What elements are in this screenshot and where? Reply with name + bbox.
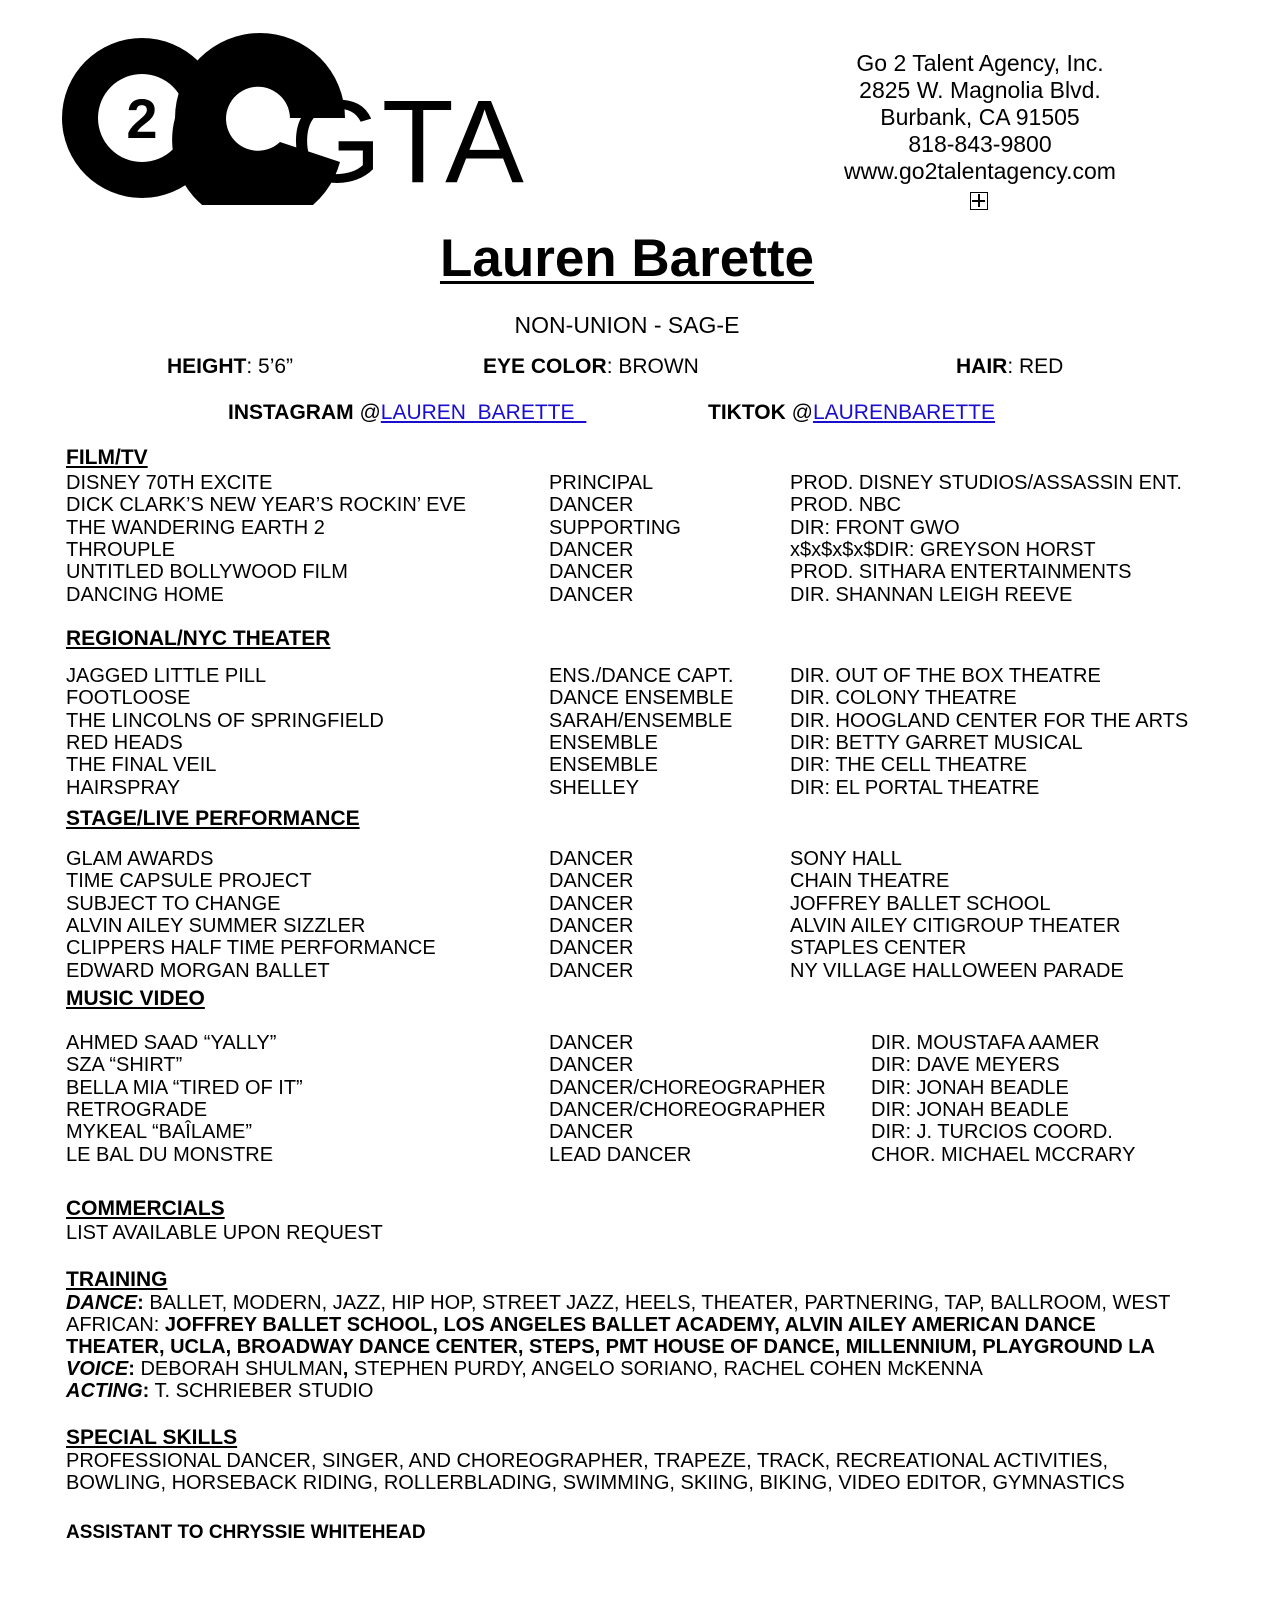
credit-title: THE WANDERING EARTH 2 bbox=[66, 516, 325, 539]
hair-stat: HAIR: RED bbox=[956, 355, 1064, 378]
credit-credit: PROD. NBC bbox=[790, 494, 902, 517]
credit-role: ENSEMBLE bbox=[549, 731, 658, 754]
credit-credit: PROD. SITHARA ENTERTAINMENTS bbox=[790, 561, 1132, 584]
credit-title: DISNEY 70TH EXCITE bbox=[66, 472, 273, 494]
credit-role: DANCER bbox=[549, 1032, 634, 1054]
credit-credit: ALVIN AILEY CITIGROUP THEATER bbox=[790, 914, 1121, 937]
agency-address: 2825 W. Magnolia Blvd. bbox=[859, 77, 1101, 103]
credit-role: DANCER bbox=[549, 937, 634, 960]
credit-title: CLIPPERS HALF TIME PERFORMANCE bbox=[66, 937, 436, 960]
tiktok-line: TIKTOK @LAURENBARETTE bbox=[708, 401, 995, 424]
credit-role: DANCER bbox=[549, 561, 634, 584]
special-skills-text: PROFESSIONAL DANCER, SINGER, AND CHOREOGRAPHER, TRAPEZE, TRACK, RECREATIONAL ACTIVITIES, BOWLING, HORSEBACK RIDING, ROLLERBLADING, SWIMMING, SKIING, BIKING, VIDEO EDITOR, GYMNASTICS bbox=[66, 1450, 1125, 1494]
tiktok-link[interactable]: LAURENBARETTE bbox=[812, 401, 995, 424]
assistant-credit: ASSISTANT TO CHRYSSIE WHITEHEAD bbox=[66, 1522, 426, 1543]
credit-role: DANCER bbox=[549, 914, 634, 937]
credit-title: SZA “SHIRT” bbox=[66, 1054, 183, 1077]
agency-logo bbox=[60, 30, 530, 205]
credit-credit: CHAIN THEATRE bbox=[790, 870, 950, 893]
performer-name: Lauren Barette bbox=[439, 229, 815, 288]
credit-title: HAIRSPRAY bbox=[66, 776, 181, 799]
agency-name: Go 2 Talent Agency, Inc. bbox=[856, 50, 1104, 76]
credit-credit: DIR. OUT OF THE BOX THEATRE bbox=[790, 665, 1101, 687]
credit-title: THROUPLE bbox=[66, 538, 175, 561]
credit-role: SARAH/ENSEMBLE bbox=[549, 709, 733, 732]
credit-title: AHMED SAAD “YALLY” bbox=[66, 1032, 277, 1054]
credit-credit: DIR: J. TURCIOS COORD. bbox=[871, 1121, 1113, 1144]
credit-role: DANCER bbox=[549, 959, 634, 982]
plus-box-icon bbox=[970, 192, 988, 210]
credit-title: THE LINCOLNS OF SPRINGFIELD bbox=[66, 709, 384, 732]
credit-role: SHELLEY bbox=[549, 776, 640, 799]
credit-title: UNTITLED BOLLYWOOD FILM bbox=[66, 561, 348, 584]
agency-phone: 818-843-9800 bbox=[908, 131, 1052, 157]
credit-credit: DIR: FRONT GWO bbox=[790, 516, 960, 539]
credit-role: ENSEMBLE bbox=[549, 754, 658, 777]
credit-role: PRINCIPAL bbox=[549, 472, 654, 494]
credit-credit: CHOR. MICHAEL MCCRARY bbox=[871, 1143, 1136, 1166]
credit-credit: DIR: JONAH BEADLE bbox=[871, 1098, 1069, 1121]
credit-role: ENS./DANCE CAPT. bbox=[549, 665, 734, 687]
credit-role: DANCER bbox=[549, 583, 634, 606]
section-title-training: TRAINING bbox=[66, 1268, 168, 1291]
credit-role: DANCER bbox=[549, 870, 634, 893]
instagram-line: INSTAGRAM @LAUREN_BARETTE_ bbox=[228, 401, 587, 424]
credit-role: SUPPORTING bbox=[549, 516, 681, 539]
credit-title: DICK CLARK’S NEW YEAR’S ROCKIN’ EVE bbox=[66, 494, 467, 517]
credit-credit: DIR: THE CELL THEATRE bbox=[790, 754, 1028, 777]
training-voice: VOICE: DEBORAH SHULMAN, STEPHEN PURDY, ANGELO SORIANO, RACHEL COHEN McKENNA bbox=[66, 1358, 983, 1380]
credit-credit: DIR. COLONY THEATRE bbox=[790, 687, 1017, 710]
credit-role: DANCER bbox=[549, 494, 634, 517]
credit-title: RETROGRADE bbox=[66, 1098, 208, 1121]
section-title-music-video: MUSIC VIDEO bbox=[66, 987, 205, 1010]
credit-credit: DIR: DAVE MEYERS bbox=[871, 1054, 1060, 1077]
logo-text: GTA bbox=[290, 76, 524, 205]
credit-credit: DIR. SHANNAN LEIGH REEVE bbox=[790, 583, 1073, 606]
credit-credit: DIR: JONAH BEADLE bbox=[871, 1076, 1069, 1099]
credit-title: GLAM AWARDS bbox=[66, 848, 214, 870]
credit-credit: DIR: BETTY GARRET MUSICAL bbox=[790, 731, 1083, 754]
credit-role: DANCER/CHOREOGRAPHER bbox=[549, 1098, 826, 1121]
training-dance: DANCE: BALLET, MODERN, JAZZ, HIP HOP, STREET JAZZ, HEELS, THEATER, PARTNERING, TAP, BALLROOM, WEST AFRICAN: JOFFREY BALLET SCHOOL, LOS ANGELES BALLET ACADEMY, ALVIN AILEY AMERICAN DANCE THEATER, UCLA, BROADWAY DANCE CENTER, STEPS, PMT HOUSE OF DANCE, MILLENNIUM, PLAYGROUND LA bbox=[66, 1292, 1170, 1358]
credit-title: THE FINAL VEIL bbox=[66, 754, 217, 777]
credit-title: EDWARD MORGAN BALLET bbox=[66, 959, 330, 982]
credit-credit: SONY HALL bbox=[790, 848, 902, 870]
credit-role: DANCER bbox=[549, 848, 634, 870]
credit-role: DANCER/CHOREOGRAPHER bbox=[549, 1076, 826, 1099]
section-title-theater: REGIONAL/NYC THEATER bbox=[66, 627, 331, 650]
credit-role: DANCER bbox=[549, 538, 634, 561]
training-acting: ACTING: T. SCHRIEBER STUDIO bbox=[66, 1380, 374, 1402]
agency-contact bbox=[800, 50, 1160, 185]
credit-credit: JOFFREY BALLET SCHOOL bbox=[790, 892, 1051, 915]
agency-city: Burbank, CA 91505 bbox=[880, 104, 1080, 130]
credit-title: ALVIN AILEY SUMMER SIZZLER bbox=[66, 914, 366, 937]
credit-credit: DIR: EL PORTAL THEATRE bbox=[790, 776, 1040, 799]
union-status: NON-UNION - SAG-E bbox=[514, 312, 740, 338]
section-title-stage: STAGE/LIVE PERFORMANCE bbox=[66, 807, 360, 830]
credit-role: DANCER bbox=[549, 1054, 634, 1077]
section-title-special-skills: SPECIAL SKILLS bbox=[66, 1426, 238, 1449]
height-stat: HEIGHT: 5’6” bbox=[167, 355, 294, 378]
credit-title: FOOTLOOSE bbox=[66, 687, 191, 710]
credit-title: JAGGED LITTLE PILL bbox=[66, 665, 267, 687]
credit-title: BELLA MIA “TIRED OF IT” bbox=[66, 1076, 303, 1099]
credit-title: DANCING HOME bbox=[66, 583, 224, 606]
instagram-link[interactable]: LAUREN_BARETTE_ bbox=[380, 401, 587, 424]
credit-title: MYKEAL “BAÎLAME” bbox=[66, 1121, 252, 1144]
agency-website: www.go2talentagency.com bbox=[844, 158, 1116, 184]
credit-credit: STAPLES CENTER bbox=[790, 937, 967, 960]
logo-emblem-digit: 2 bbox=[126, 87, 158, 150]
credit-role: DANCER bbox=[549, 1121, 634, 1144]
credit-title: LE BAL DU MONSTRE bbox=[66, 1143, 274, 1166]
section-title-commercials: COMMERCIALS bbox=[66, 1197, 225, 1220]
section-title-film-tv: FILM/TV bbox=[66, 446, 148, 469]
credit-role: DANCE ENSEMBLE bbox=[549, 687, 734, 710]
credit-title: RED HEADS bbox=[66, 731, 183, 754]
credit-credit: PROD. DISNEY STUDIOS/ASSASSIN ENT. bbox=[790, 472, 1182, 494]
credit-role: DANCER bbox=[549, 892, 634, 915]
credit-credit: DIR. MOUSTAFA AAMER bbox=[871, 1032, 1100, 1054]
credit-title: SUBJECT TO CHANGE bbox=[66, 892, 281, 915]
credit-credit: DIR. HOOGLAND CENTER FOR THE ARTS bbox=[790, 709, 1189, 732]
credit-credit: NY VILLAGE HALLOWEEN PARADE bbox=[790, 959, 1124, 982]
eye-color-stat: EYE COLOR: BROWN bbox=[483, 355, 699, 378]
credit-credit: x$x$x$x$DIR: GREYSON HORST bbox=[790, 538, 1096, 561]
commercials-text: LIST AVAILABLE UPON REQUEST bbox=[66, 1222, 383, 1244]
credit-role: LEAD DANCER bbox=[549, 1143, 692, 1166]
credit-title: TIME CAPSULE PROJECT bbox=[66, 870, 312, 893]
